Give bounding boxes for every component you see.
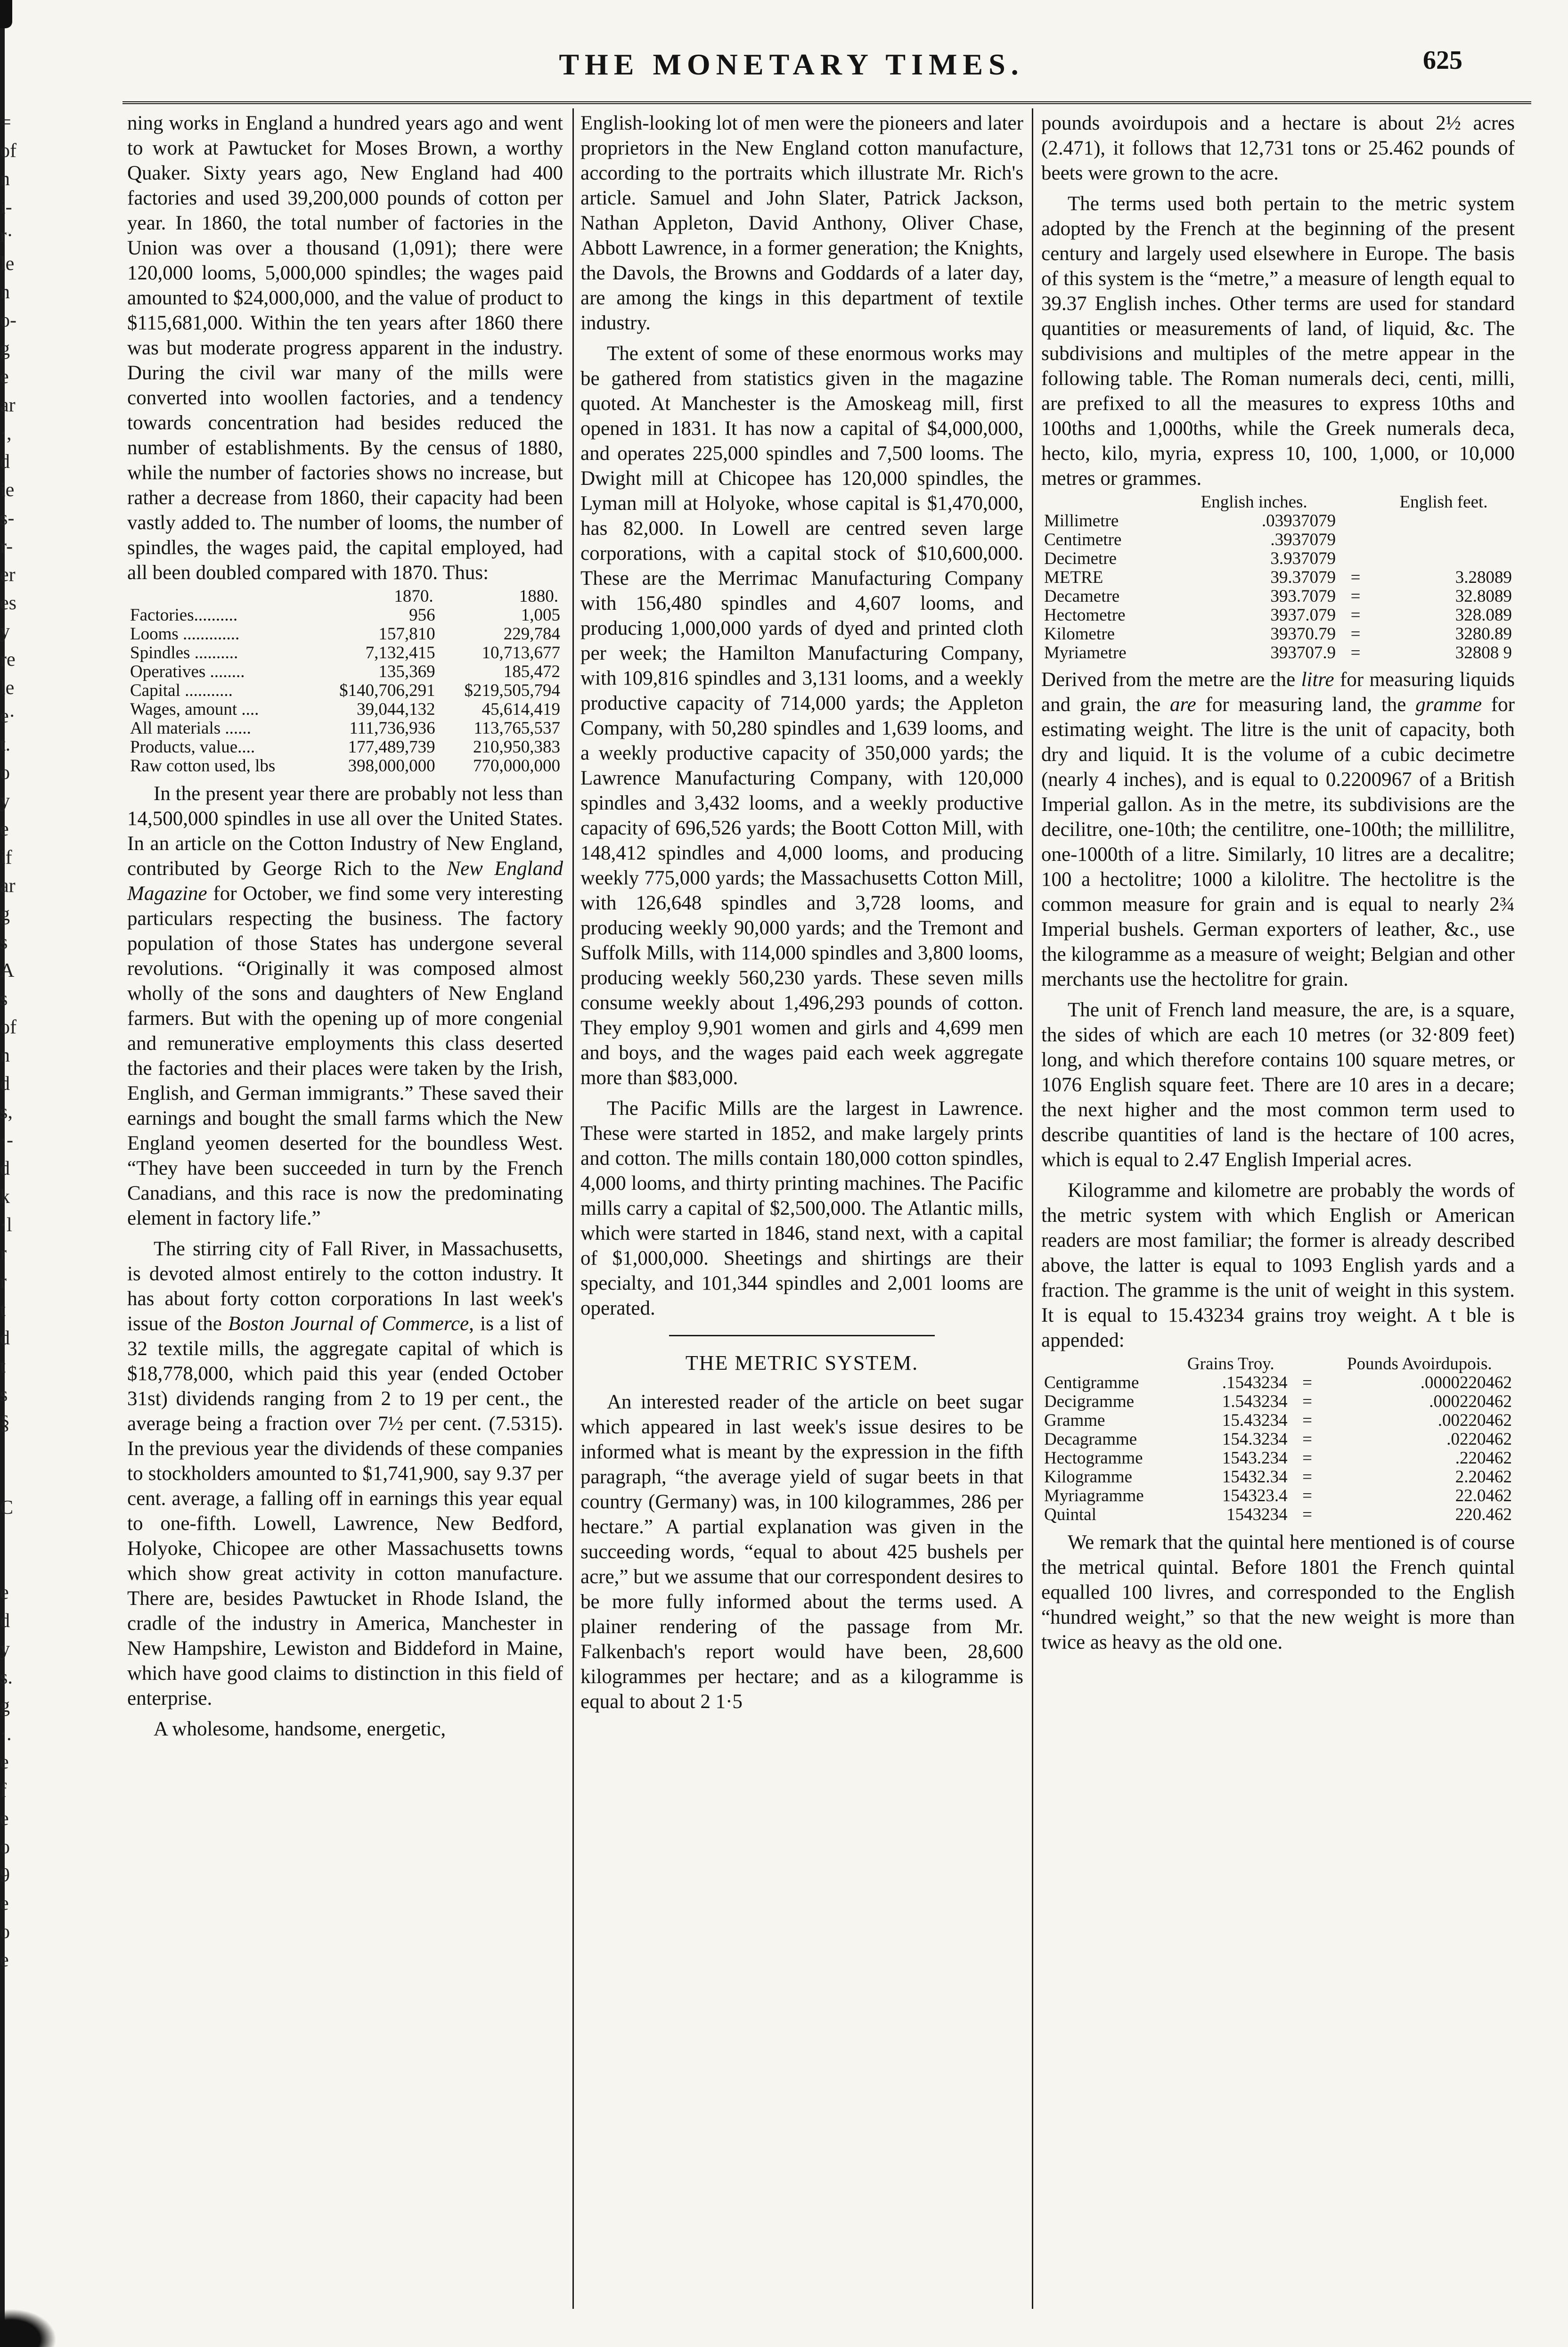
journal-title: Boston Journal of Commerce xyxy=(228,1313,469,1335)
table-header-feet: English feet. xyxy=(1399,492,1488,512)
value-feet: 3.28089 xyxy=(1455,568,1512,587)
row-label: Factories.......... xyxy=(130,605,238,625)
bleed-fragment: r· xyxy=(0,225,13,246)
unit-name: Decigramme xyxy=(1044,1392,1135,1411)
bleed-fragment: g xyxy=(0,338,10,360)
term-are: are xyxy=(1170,694,1196,716)
col1-p3-text-a: The stirring city of Fall River, in Massachusetts, is devoted almost entirely to the cotton industry. It has about forty cotton corporations In last week's issue of the xyxy=(127,1238,563,1335)
value-1870: 157,810 xyxy=(378,624,435,644)
row-label: Wages, amount .... xyxy=(130,700,259,719)
bleed-fragment: A xyxy=(0,960,15,981)
bleed-fragment: r- xyxy=(0,536,13,557)
value-pounds: .0220462 xyxy=(1446,1430,1512,1449)
table-header-unit xyxy=(1041,1355,1171,1374)
unit-name: Quintal xyxy=(1044,1505,1096,1524)
row-label: Capital ........... xyxy=(130,681,233,700)
value-1880: 1,005 xyxy=(521,605,560,625)
value-feet: 3280.89 xyxy=(1455,624,1512,644)
unit-name: Millimetre xyxy=(1044,511,1119,531)
table-row xyxy=(127,719,563,738)
bleed-fragment: d xyxy=(0,1158,10,1179)
table-row xyxy=(127,757,563,776)
table-row xyxy=(127,662,563,681)
col3-paragraph-5: Kilogramme and kilometre are probably the words of the metric system with which English or American readers are most familiar; the former is already described above, the latter is equal to 1093 English yards and a fraction. The gramme is the unit of weight in this system. It is equal to 15.43234 grains troy weight. A t ble is appended: xyxy=(1041,1179,1515,1351)
table-header-eq xyxy=(1290,1355,1324,1374)
table-header-grains: Grains Troy. xyxy=(1187,1354,1274,1374)
bleed-fragment: i- xyxy=(0,196,12,218)
bleed-fragment: e xyxy=(0,366,9,388)
unit-name: Kilogramme xyxy=(1044,1467,1133,1487)
value-grains: 15.43234 xyxy=(1222,1411,1288,1430)
table-row xyxy=(127,644,563,662)
col2-paragraph-1: English-looking lot of men were the pioneers and later proprietors in the New England cotton manufacture, according to the portraits which illustrate Mr. Rich's article. Samuel and John Slater, Patrick Jackson, Nathan Appleton, David Anthony, Oliver Chase, Abbott Lawrence, in a former generation; the Knights, the Davols, the Browns and Goddards of a later day, are among the kings in this department of textile industry. xyxy=(580,112,1023,334)
bleed-fragment: y xyxy=(0,621,10,642)
value-1880: 185,472 xyxy=(503,662,560,681)
bleed-fragment: le xyxy=(0,253,15,275)
value-1870: 398,000,000 xyxy=(348,756,435,776)
value-1870: 135,369 xyxy=(378,662,435,681)
equals-sign: = xyxy=(1350,587,1361,606)
weight-measures-table xyxy=(1041,1355,1515,1524)
table-header-unit xyxy=(1041,493,1169,512)
bleed-fragment: r xyxy=(0,1271,7,1292)
unit-name: Decametre xyxy=(1044,587,1120,606)
equals-sign: = xyxy=(1350,624,1361,644)
row-label: Raw cotton used, lbs xyxy=(130,756,276,776)
value-pounds: 22.0462 xyxy=(1455,1486,1512,1505)
table-row xyxy=(1041,625,1515,644)
value-inches: 3.937079 xyxy=(1270,549,1336,568)
adjacent-page-bleed xyxy=(0,108,19,1974)
bleed-fragment: of xyxy=(0,140,16,162)
bleed-fragment: r xyxy=(0,1243,7,1264)
value-feet xyxy=(1372,512,1515,531)
table-row xyxy=(127,700,563,719)
value-pounds: .220462 xyxy=(1455,1448,1512,1468)
table-row xyxy=(1041,1505,1515,1524)
bleed-fragment: y xyxy=(0,1638,10,1660)
bleed-fragment: t xyxy=(0,1356,6,1377)
page-number: 625 xyxy=(1423,46,1462,75)
table-row xyxy=(1041,1430,1515,1449)
bleed-fragment: d xyxy=(0,451,10,473)
bleed-fragment: ie xyxy=(0,479,15,501)
value-inches: 393.7079 xyxy=(1270,587,1336,606)
bleed-fragment: n xyxy=(0,281,10,303)
table-header-eq xyxy=(1339,493,1372,512)
table-row xyxy=(1041,644,1515,662)
bleed-fragment: g xyxy=(0,1695,10,1717)
value-inches: 3937.079 xyxy=(1270,605,1336,625)
bleed-fragment xyxy=(0,1437,19,1465)
table-row xyxy=(1041,587,1515,606)
bleed-fragment: = xyxy=(0,112,11,133)
bleed-fragment xyxy=(0,1522,19,1550)
equals-sign: = xyxy=(1302,1505,1313,1524)
bleed-fragment: e xyxy=(0,1582,9,1603)
bleed-fragment: ·. xyxy=(0,1723,12,1745)
bleed-fragment: e xyxy=(0,1893,9,1914)
term-gramme: gramme xyxy=(1415,694,1482,716)
value-1870: 956 xyxy=(409,605,435,625)
value-grains: 1.543234 xyxy=(1222,1392,1288,1411)
value-1880: $219,505,794 xyxy=(464,681,560,700)
table-row xyxy=(1041,1374,1515,1392)
bleed-fragment: d xyxy=(0,1610,10,1632)
table-row xyxy=(127,606,563,625)
value-1880: 10,713,677 xyxy=(482,643,560,662)
col1-paragraph-3 xyxy=(127,1236,563,1711)
unit-name: Gramme xyxy=(1044,1411,1105,1430)
bleed-fragment: if xyxy=(0,847,12,868)
value-1880: 229,784 xyxy=(503,624,560,644)
value-feet: 32808 9 xyxy=(1455,643,1512,662)
bleed-fragment: f xyxy=(0,1780,7,1801)
bleed-fragment xyxy=(0,1550,19,1578)
col3-p3-text-a: Derived from the metre are the xyxy=(1041,669,1301,691)
value-inches: 39.37079 xyxy=(1270,568,1336,587)
unit-name: Decimetre xyxy=(1044,549,1117,568)
masthead-title: THE MONETARY TIMES. xyxy=(559,48,1024,81)
bleed-fragment: d xyxy=(0,1073,10,1095)
bleed-fragment: e· xyxy=(0,705,16,727)
value-feet: 32.8089 xyxy=(1455,587,1512,606)
bleed-fragment: of xyxy=(0,1016,16,1038)
bleed-fragment: s- xyxy=(0,507,15,529)
bleed-fragment: § xyxy=(0,1412,10,1434)
col3-paragraph-3 xyxy=(1041,667,1515,992)
cotton-statistics-table xyxy=(127,587,563,776)
ink-blot-bottom xyxy=(0,2309,57,2347)
magazine-title: New England Magazine xyxy=(127,858,563,905)
row-label: All materials ...... xyxy=(130,719,251,738)
bleed-fragment: 9 xyxy=(0,1865,10,1886)
table-row xyxy=(1041,1449,1515,1468)
bleed-fragment: s. xyxy=(0,1667,13,1688)
equals-sign: = xyxy=(1302,1448,1313,1468)
table-header-row xyxy=(1041,1355,1515,1374)
masthead-rule xyxy=(122,101,1531,104)
section-divider xyxy=(669,1335,935,1336)
value-1870: 111,736,936 xyxy=(349,719,435,738)
bleed-fragment: k xyxy=(0,1186,10,1208)
bleed-fragment: s xyxy=(0,988,8,1010)
col1-paragraph-1: ning works in England a hundred years ago and went to work at Pawtucket for Moses Brown, a worthy Quaker. Sixty years ago, New England had 400 factories and used 39,200,000 pounds of cotton per year. In 1860, the total number of factories in the Union was over a thousand (1,091); there were 120,000 looms, 5,000,000 spindles; the wages paid amounted to $24,000,000, and the value of product to $115,681,000. Within the ten years after 1860 there was but moderate progress apparent in the industry. During the civil war many of the mills were converted into woollen factories, and a tendency towards concentration had besides reduced the number of establishments. By the census of 1880, while the number of factories shows no increase, but rather a decrease from 1860, their capacity had been vastly added to. The number of looms, the number of spindles, the wages paid, the capital employed, had all been doubled compared with 1870. Thus: xyxy=(127,112,563,584)
term-litre: litre xyxy=(1301,669,1334,691)
col2-paragraph-3: The Pacific Mills are the largest in Lawrence. These were started in 1852, and make largely prints and cotton. The mills contain 180,000 cotton spindles, 4,000 looms, and thirty printing machines. The Pacific mills carry a capital of $2,500,000. The Atlantic mills, which were started in 1846, stand next, with a capital of $1,000,000. Sheetings and shirtings are their specialty, and 101,344 spindles and 2,001 looms are operated. xyxy=(580,1097,1023,1319)
equals-sign xyxy=(1339,512,1372,531)
value-1870: 7,132,415 xyxy=(365,643,435,662)
value-grains: 15432.34 xyxy=(1222,1467,1288,1487)
value-grains: .1543234 xyxy=(1222,1373,1288,1392)
equals-sign: = xyxy=(1302,1373,1313,1392)
col1-paragraph-2 xyxy=(127,781,563,1231)
value-inches: .03937079 xyxy=(1261,511,1336,531)
column-rule-1 xyxy=(572,108,574,2309)
bleed-fragment: s xyxy=(0,1384,8,1406)
table-header-row xyxy=(127,587,563,606)
bleed-fragment: e xyxy=(0,1751,9,1773)
unit-name: Decagramme xyxy=(1044,1430,1137,1449)
value-1870: 177,489,739 xyxy=(348,737,435,757)
bleed-fragment: ar xyxy=(0,394,16,416)
bleed-fragment: e xyxy=(0,1949,9,1971)
ink-blot-top xyxy=(0,0,12,28)
col3-p3-text-d: for estimating weight. The litre is the unit of capacity, both dry and liquid. It is the volume of a cubic decimetre (nearly 4 inches), and is equal to 0.2200967 of a British Imperial gallon. As in the metre, its subdivisions are the decilitre, one-10th; the centilitre, one-100th; the millilitre, one-1000th of a litre. Similarly, 10 litres are a decalitre; 100 a hectolitre; 1000 a kilolitre. The hectolitre is the common measure for grain and is equal to nearly 2¾ Imperial bushels. German exporters of leather, &c., use the kilogramme as a measure of weight; Belgian and other merchants use the hectolitre for grain. xyxy=(1041,694,1515,990)
table-header-label xyxy=(127,587,313,606)
value-inches: 39370.79 xyxy=(1270,624,1336,644)
table-row xyxy=(1041,1392,1515,1411)
unit-name: METRE xyxy=(1044,568,1103,587)
value-1870: 39,044,132 xyxy=(357,700,435,719)
value-grains: 154.3234 xyxy=(1222,1430,1288,1449)
row-label: Spindles .......... xyxy=(130,643,238,662)
bleed-fragment: ·l xyxy=(0,1214,12,1236)
value-pounds: 220.462 xyxy=(1455,1505,1512,1524)
equals-sign: = xyxy=(1302,1486,1313,1505)
value-pounds: .0000220462 xyxy=(1420,1373,1512,1392)
table-row xyxy=(1041,1487,1515,1505)
column-rule-2 xyxy=(1032,108,1033,2309)
row-label: Products, value.... xyxy=(130,737,255,757)
equals-sign: = xyxy=(1302,1430,1313,1449)
bleed-fragment: e xyxy=(0,1808,9,1830)
equals-sign: = xyxy=(1302,1467,1313,1487)
value-1880: 113,765,537 xyxy=(474,719,560,738)
bleed-fragment: re xyxy=(0,649,16,671)
value-inches: 393707.9 xyxy=(1270,643,1336,662)
table-header-inches: English inches. xyxy=(1200,492,1307,512)
unit-name: Centigramme xyxy=(1044,1373,1139,1392)
value-grains: 1543234 xyxy=(1226,1505,1288,1524)
column-3 xyxy=(1041,111,1515,1655)
col3-p3-text-b: for measuring liquids and grain, the xyxy=(1041,669,1515,716)
equals-sign: = xyxy=(1350,643,1361,662)
equals-sign xyxy=(1339,531,1372,549)
table-row xyxy=(1041,512,1515,531)
bleed-fragment: n xyxy=(0,168,10,190)
length-measures-table xyxy=(1041,493,1515,662)
table-row xyxy=(1041,606,1515,625)
bleed-fragment: o- xyxy=(0,310,16,331)
value-pounds: .000220462 xyxy=(1429,1392,1512,1411)
bleed-fragment: g xyxy=(0,903,10,925)
unit-name: Myriagramme xyxy=(1044,1486,1144,1505)
bleed-fragment: es xyxy=(0,592,16,614)
value-pounds: .00220462 xyxy=(1437,1411,1512,1430)
value-1880: 770,000,000 xyxy=(473,756,560,776)
col1-p2-text-a: In the present year there are probably not less than 14,500,000 spindles in use all over the United States. In an article on the Cotton Industry of New England, contributed by George Rich to the xyxy=(127,783,563,880)
value-1880: 210,950,383 xyxy=(473,737,560,757)
table-row xyxy=(1041,531,1515,549)
column-2 xyxy=(580,111,1023,1714)
table-row xyxy=(127,625,563,644)
unit-name: Hectometre xyxy=(1044,605,1126,625)
col3-paragraph-2: The terms used both pertain to the metric system adopted by the French at the beginning of the present century and largely used elsewhere in Europe. The basis of this system is the “metre,” a measure of length equal to 39.37 English inches. Other terms are used for standard quantities or measurements of land, of liquid, &c. The subdivisions and multiples of the metre appear in the following table. The Roman numerals deci, centi, milli, are prefixed to all the measures to express 10ths and 100ths and 1,000ths, while the Greek numerals deca, hecto, kilo, myria, express 10, 100, 1,000, or 10,000 metres or grammes. xyxy=(1041,193,1515,490)
unit-name: Myriametre xyxy=(1044,643,1127,662)
row-label: Operatives ........ xyxy=(130,662,245,681)
table-header-row xyxy=(1041,493,1515,512)
bleed-fragment: er xyxy=(0,564,16,586)
value-grains: 154323.4 xyxy=(1222,1486,1288,1505)
bleed-fragment: d xyxy=(0,1327,10,1349)
bleed-fragment: le xyxy=(0,677,15,699)
value-inches: .3937079 xyxy=(1270,530,1336,549)
col3-paragraph-6: We remark that the quintal here mentioned is of course the metrical quintal. Before 1801 the French quintal equalled 100 livres, and corresponded to the English “hundred weight,” so that the new weight is more than twice as heavy as the old one. xyxy=(1041,1531,1515,1653)
col3-paragraph-4: The unit of French land measure, the are, is a square, the sides of which are each 10 metres (or 32·809 feet) long, and which therefore contains 100 square metres, or 1076 English square feet. There are 10 ares in a decare; the next higher and the most common term used to describe quantities of land is the hectare of 100 acres, which is equal to 2.47 English Imperial acres. xyxy=(1041,999,1515,1171)
bleed-fragment: ar xyxy=(0,875,16,897)
section-heading-metric-system: THE METRIC SYSTEM. xyxy=(685,1351,919,1374)
table-header-pounds: Pounds Avoirdupois. xyxy=(1347,1354,1492,1374)
table-header-1870: 1870. xyxy=(394,587,433,606)
column-1 xyxy=(127,111,563,1742)
table-row xyxy=(1041,568,1515,587)
equals-sign: = xyxy=(1302,1392,1313,1411)
equals-sign xyxy=(1339,549,1372,568)
bleed-fragment: o xyxy=(0,762,10,784)
bleed-fragment: n xyxy=(0,1045,10,1066)
value-feet xyxy=(1372,531,1515,549)
col1-p2-text-b: for October, we find some very interesting particulars respecting the business. The factory population of those States has undergone several revolutions. “Originally it was composed almost wholly of the sons and daughters of New England farmers. But with the opening up of more congenial and remunerative employments this class deserted the factories and their places were taken by the Irish, English, and German immigrants.” These saved their earnings and bought the small farms which the New England yeomen deserted for the boundless West. “They have been succeeded in turn by the French Canadians, and this race is now the predominating element in factory life.” xyxy=(127,883,563,1229)
value-feet xyxy=(1372,549,1515,568)
table-row xyxy=(1041,1411,1515,1430)
equals-sign: = xyxy=(1350,605,1361,625)
table-row xyxy=(127,738,563,757)
bleed-fragment: o xyxy=(0,1921,10,1943)
col2-paragraph-2: The extent of some of these enormous works may be gathered from statistics given in the magazine quoted. At Manchester is the Amoskeag mill, first opened in 1831. It has now a capital of $4,000,000, and operates 225,000 spindles and 7,500 looms. The Dwight mill at Chicopee has 120,000 spindles, the Lyman mill at Holyoke, whose capital is $1,470,000, has 82,000. In Lowell are centred seven large corporations, with a capital stock of $10,600,000. These are the Merrimac Manufacturing Company with 156,480 spindles and 4,607 looms, and producing 1,000,000 yards of dyed and printed cloth per week; the Hamilton Manufacturing Company, with 109,816 spindles and 3,131 looms, and a weekly productive capacity of 714,000 yards; the Appleton Company, with 50,280 spindles and 1,639 looms, and a weekly productive capacity of 350,000 yards; the Lawrence Manufacturing Company, with 120,000 spindles and 3,432 looms, and a weekly productive capacity of 696,526 yards; the Boott Cotton Mill, with 148,412 spindles and 4,000 looms, and producing weekly 775,000 yards; the Massachusetts Cotton Mill, with 126,648 spindles and 3,728 looms, and producing weekly 90,000 yards; and the Tremont and Suffolk Mills, with 114,000 spindles and 3,800 looms, producing weekly 560,230 yards. These seven mills consume weekly about 1,496,293 pounds of cotton. They employ 9,901 women and girls and 4,699 men and boys, and the wages paid each week aggregate more than $83,000. xyxy=(580,343,1023,1089)
bleed-fragment: s xyxy=(0,932,8,953)
col1-paragraph-4: A wholesome, handsome, energetic, xyxy=(154,1718,446,1740)
col2-paragraph-4: An interested reader of the article on beet sugar which appeared in last week's issue desires to be informed what is meant by the expression in the fifth paragraph, “the average yield of sugar beets in that country (Germany) was, in 100 kilogrammes, 286 per hectare.” A partial explanation was given in the succeeding words, “equal to about 425 bushels per acre,” but we assume that our correspondent desires to be more fully informed about the terms used. A plainer rendering of the passage from Mr. Falkenbach's report would have been, 28,600 kilogrammes per hectare; and as a kilogramme is equal to about 2 1·5 xyxy=(580,1391,1023,1713)
table-row xyxy=(127,681,563,700)
bleed-fragment: o xyxy=(0,1836,10,1858)
bleed-fragment: t. xyxy=(0,734,11,755)
equals-sign: = xyxy=(1302,1411,1313,1430)
bleed-fragment: y xyxy=(0,790,10,812)
bleed-fragment: ·, xyxy=(0,423,12,444)
bleed-fragment: s, xyxy=(0,1101,13,1123)
value-grains: 1543.234 xyxy=(1222,1448,1288,1468)
value-1880: 45,614,419 xyxy=(482,700,560,719)
col1-p3-text-b: , is a list of 32 textile mills, the aggregate capital of which is $18,778,000, which paid this year (ended October 31st) dividends ranging from 2 to 19 per cent., the average being a fraction over 7½ per cent. (7.5315). In the previous year the dividends of these companies to stockholders amounted to $1,741,900, say 9.37 per cent. average, a falling off in earnings this year equal to one-fifth. Lowell, Lawrence, New Bedford, Holyoke, Chicopee are other Massachusetts towns which show great activity in cotton manufacture. There are, besides Pawtucket in Rhode Island, the cradle of the industry in America, Manchester in New Hampshire, Lewiston and Biddeford in Maine, which have good claims to distinction in this field of enterprise. xyxy=(127,1313,564,1709)
col3-paragraph-1: pounds avoirdupois and a hectare is about 2½ acres (2.471), it follows that 12,731 tons or 25.462 pounds of beets were grown to the acre. xyxy=(1041,112,1515,184)
bleed-fragment xyxy=(0,1465,19,1494)
value-feet: 328.089 xyxy=(1455,605,1512,625)
bleed-fragment: e xyxy=(0,818,9,840)
value-1870: $140,706,291 xyxy=(339,681,435,700)
unit-name: Hectogramme xyxy=(1044,1448,1143,1468)
table-row xyxy=(1041,549,1515,568)
equals-sign: = xyxy=(1350,568,1361,587)
table-header-1880: 1880. xyxy=(519,587,558,606)
table-row xyxy=(1041,1468,1515,1487)
bleed-fragment: t xyxy=(0,1299,6,1321)
unit-name: Kilometre xyxy=(1044,624,1115,644)
bleed-fragment: ·- xyxy=(0,1129,13,1151)
unit-name: Centimetre xyxy=(1044,530,1122,549)
row-label: Looms ............. xyxy=(130,624,240,644)
col3-p3-text-c: for measuring land, the xyxy=(1196,694,1416,716)
bleed-fragment: C xyxy=(0,1497,14,1519)
value-pounds: 2.20462 xyxy=(1455,1467,1512,1487)
